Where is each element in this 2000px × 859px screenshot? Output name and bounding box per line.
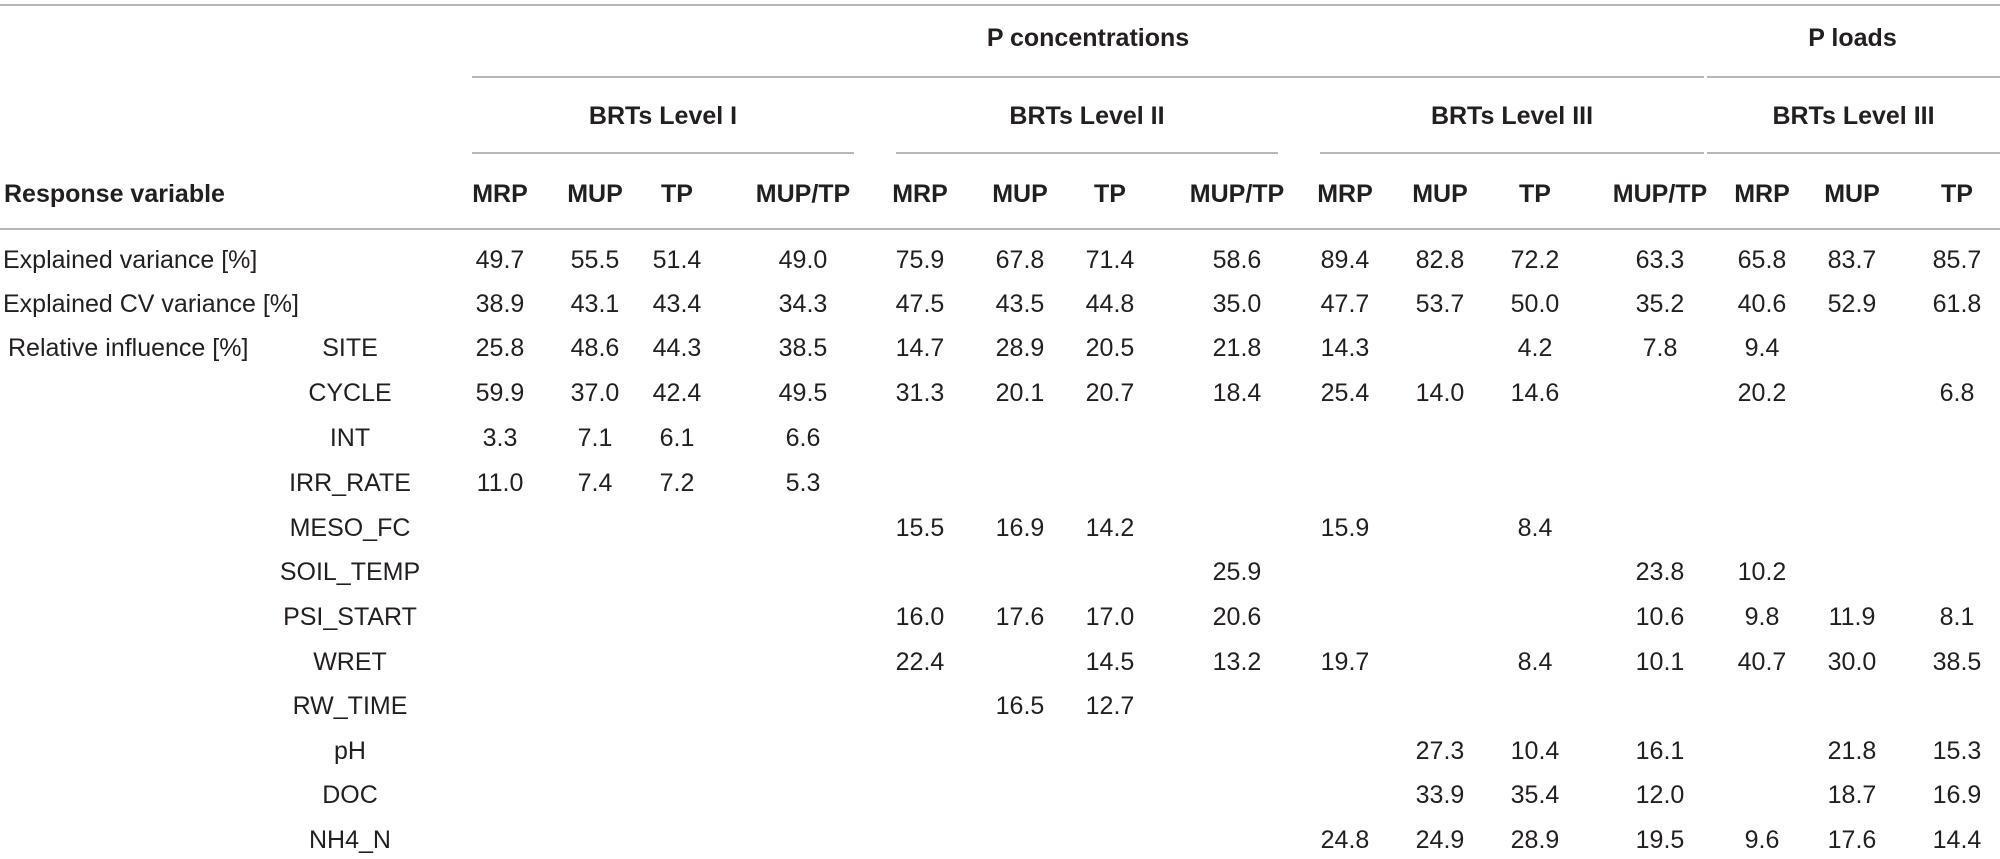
table-cell: 65.8 — [1737, 246, 1787, 274]
rule-p-loads — [1707, 76, 2000, 78]
header-level-iii-loads: BRTs Level III — [1772, 102, 1935, 130]
column-header: MUP/TP — [1189, 180, 1285, 208]
column-header: TP — [1941, 180, 1973, 208]
table-cell: 43.1 — [570, 290, 620, 318]
table-cell: 52.9 — [1827, 290, 1877, 318]
column-header: TP — [661, 180, 693, 208]
header-p-concentrations: P concentrations — [986, 24, 1190, 52]
table-cell: 83.7 — [1827, 246, 1877, 274]
table-cell: 23.8 — [1635, 558, 1685, 586]
table-cell: 16.9 — [1932, 781, 1982, 809]
column-header: TP — [1519, 180, 1551, 208]
row-label: Explained CV variance [%] — [3, 290, 299, 318]
table-cell: 6.6 — [785, 424, 821, 452]
table-cell: 85.7 — [1932, 246, 1982, 274]
table-cell: 61.8 — [1932, 290, 1982, 318]
predictor-label: WRET — [313, 648, 387, 676]
table-cell: 14.2 — [1085, 514, 1135, 542]
table-cell: 75.9 — [895, 246, 945, 274]
header-level-iii: BRTs Level III — [1430, 102, 1594, 130]
table-cell: 22.4 — [895, 648, 945, 676]
column-header: MUP — [1824, 180, 1880, 208]
table-cell: 10.1 — [1635, 648, 1685, 676]
table-cell: 53.7 — [1415, 290, 1465, 318]
table-cell: 10.2 — [1737, 558, 1787, 586]
top-rule — [0, 4, 2000, 6]
table-cell: 24.8 — [1320, 826, 1370, 854]
table-cell: 31.3 — [895, 379, 945, 407]
row-label: Explained variance [%] — [3, 246, 258, 274]
column-header: MUP/TP — [755, 180, 851, 208]
table-cell: 17.6 — [995, 603, 1045, 631]
predictor-label: MESO_FC — [289, 514, 411, 542]
column-header: MUP — [1412, 180, 1468, 208]
table-cell: 7.4 — [577, 469, 613, 497]
table-cell: 43.5 — [995, 290, 1045, 318]
table-cell: 14.6 — [1510, 379, 1560, 407]
predictor-label: INT — [329, 424, 371, 452]
response-variable-header: Response variable — [4, 180, 225, 208]
table-cell: 59.9 — [475, 379, 525, 407]
column-header: MUP — [567, 180, 623, 208]
table-cell: 47.5 — [895, 290, 945, 318]
column-header: MRP — [1317, 180, 1373, 208]
table-cell: 35.4 — [1510, 781, 1560, 809]
table-cell: 12.0 — [1635, 781, 1685, 809]
table-cell: 47.7 — [1320, 290, 1370, 318]
header-p-loads: P loads — [1808, 24, 1897, 52]
table-cell: 7.2 — [659, 469, 695, 497]
predictor-label: DOC — [322, 781, 378, 809]
table-cell: 38.5 — [1932, 648, 1982, 676]
table-cell: 12.7 — [1085, 692, 1135, 720]
table-cell: 7.8 — [1642, 334, 1678, 362]
predictor-label: SITE — [322, 334, 378, 362]
predictor-label: PSI_START — [283, 603, 417, 631]
table-cell: 19.5 — [1635, 826, 1685, 854]
rule-level-i — [472, 152, 854, 154]
column-header: MUP — [992, 180, 1048, 208]
header-bottom-rule — [0, 228, 2000, 230]
rule-level-iii-loads — [1707, 152, 2000, 154]
table-cell: 9.4 — [1744, 334, 1780, 362]
row-label: Relative influence [%] — [8, 334, 249, 362]
predictor-label: RW_TIME — [292, 692, 408, 720]
table-cell: 42.4 — [652, 379, 702, 407]
table-cell: 34.3 — [778, 290, 828, 318]
table-cell: 11.0 — [476, 469, 524, 497]
table-cell: 35.0 — [1212, 290, 1262, 318]
predictor-label: IRR_RATE — [289, 469, 411, 497]
table-cell: 21.8 — [1827, 737, 1877, 765]
table-cell: 24.9 — [1415, 826, 1465, 854]
column-header: MRP — [892, 180, 948, 208]
table-cell: 10.6 — [1635, 603, 1685, 631]
table-cell: 16.5 — [995, 692, 1045, 720]
table-cell: 28.9 — [1510, 826, 1560, 854]
table-cell: 58.6 — [1212, 246, 1262, 274]
table-cell: 13.2 — [1212, 648, 1262, 676]
predictor-label: pH — [334, 737, 366, 765]
table-cell: 49.7 — [475, 246, 525, 274]
table-cell: 3.3 — [482, 424, 518, 452]
predictor-label: NH4_N — [309, 826, 391, 854]
table-cell: 16.0 — [895, 603, 945, 631]
table-cell: 18.4 — [1212, 379, 1262, 407]
table-cell: 16.9 — [995, 514, 1045, 542]
table-cell: 9.8 — [1744, 603, 1780, 631]
table-cell: 20.2 — [1737, 379, 1787, 407]
column-header: MRP — [1734, 180, 1790, 208]
table-cell: 6.8 — [1939, 379, 1975, 407]
table-cell: 9.6 — [1744, 826, 1780, 854]
table-cell: 37.0 — [570, 379, 620, 407]
table-cell: 10.4 — [1510, 737, 1560, 765]
table-cell: 67.8 — [995, 246, 1045, 274]
table-cell: 35.2 — [1635, 290, 1685, 318]
table-cell: 6.1 — [659, 424, 695, 452]
table-cell: 7.1 — [577, 424, 613, 452]
predictor-label: CYCLE — [308, 379, 392, 407]
table-cell: 15.5 — [895, 514, 945, 542]
table-cell: 33.9 — [1415, 781, 1465, 809]
table-cell: 51.4 — [652, 246, 702, 274]
rule-level-iii — [1320, 152, 1704, 154]
table-cell: 28.9 — [995, 334, 1045, 362]
table-cell: 8.4 — [1517, 648, 1553, 676]
table-cell: 30.0 — [1827, 648, 1877, 676]
table-cell: 27.3 — [1415, 737, 1465, 765]
table-cell: 72.2 — [1510, 246, 1560, 274]
column-header: TP — [1094, 180, 1126, 208]
table-cell: 14.5 — [1085, 648, 1135, 676]
rule-level-ii — [896, 152, 1278, 154]
table-cell: 20.7 — [1085, 379, 1135, 407]
table-cell: 44.8 — [1085, 290, 1135, 318]
header-level-ii: BRTs Level II — [1009, 102, 1165, 130]
table-cell: 14.4 — [1932, 826, 1982, 854]
table-cell: 4.2 — [1517, 334, 1553, 362]
table-cell: 63.3 — [1635, 246, 1685, 274]
header-level-i: BRTs Level I — [588, 102, 738, 130]
predictor-label: SOIL_TEMP — [279, 558, 421, 586]
table-cell: 49.0 — [778, 246, 828, 274]
table-cell: 8.4 — [1517, 514, 1553, 542]
table-cell: 5.3 — [785, 469, 821, 497]
table-cell: 25.9 — [1212, 558, 1262, 586]
table-cell: 15.9 — [1320, 514, 1370, 542]
table-cell: 14.3 — [1320, 334, 1370, 362]
table-cell: 25.8 — [475, 334, 525, 362]
table-cell: 17.6 — [1827, 826, 1877, 854]
table-cell: 44.3 — [652, 334, 702, 362]
table-cell: 11.9 — [1828, 603, 1876, 631]
table-cell: 82.8 — [1415, 246, 1465, 274]
table-cell: 14.7 — [895, 334, 945, 362]
table-cell: 15.3 — [1932, 737, 1982, 765]
table-cell: 38.5 — [778, 334, 828, 362]
table-cell: 49.5 — [778, 379, 828, 407]
rule-p-concentrations — [472, 76, 1704, 78]
table-cell: 17.0 — [1085, 603, 1135, 631]
table-cell: 40.7 — [1737, 648, 1787, 676]
table-cell: 25.4 — [1320, 379, 1370, 407]
table-cell: 71.4 — [1085, 246, 1135, 274]
column-header: MRP — [472, 180, 528, 208]
table-cell: 89.4 — [1320, 246, 1370, 274]
table-cell: 18.7 — [1827, 781, 1877, 809]
table-cell: 40.6 — [1737, 290, 1787, 318]
table-cell: 8.1 — [1939, 603, 1975, 631]
table-cell: 38.9 — [475, 290, 525, 318]
table-cell: 14.0 — [1415, 379, 1465, 407]
table-cell: 16.1 — [1635, 737, 1685, 765]
table-cell: 55.5 — [570, 246, 620, 274]
table-cell: 48.6 — [570, 334, 620, 362]
table-cell: 50.0 — [1510, 290, 1560, 318]
table-cell: 20.1 — [995, 379, 1045, 407]
table-cell: 43.4 — [652, 290, 702, 318]
table-cell: 20.6 — [1212, 603, 1262, 631]
table-cell: 20.5 — [1085, 334, 1135, 362]
table-cell: 21.8 — [1212, 334, 1262, 362]
table-cell: 19.7 — [1320, 648, 1370, 676]
column-header: MUP/TP — [1612, 180, 1708, 208]
